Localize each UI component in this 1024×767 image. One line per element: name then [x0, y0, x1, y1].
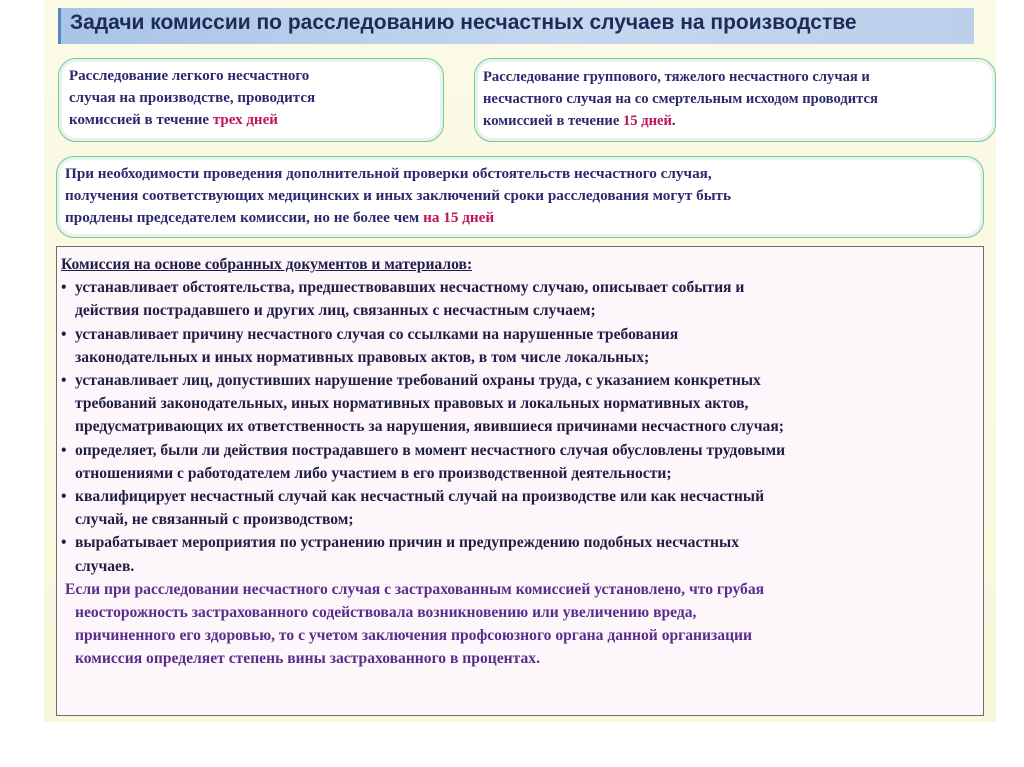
- list-item-text: устанавливает лиц, допустивших нарушение требований охраны труда, с указанием конкретных: [75, 372, 761, 390]
- box-line: Расследование легкого несчастного: [69, 68, 310, 84]
- box-line: При необходимости проведения дополнительной проверки обстоятельств несчастного случая,: [65, 165, 712, 182]
- page-title: Задачи комиссии по расследованию несчастных случаев на производстве: [70, 11, 857, 34]
- highlight-term: трех дней: [212, 112, 278, 128]
- list-item-continuation: случаев.: [75, 557, 135, 575]
- box-line: случая на производстве, проводится: [69, 90, 316, 106]
- note-line: причиненного его здоровью, то с учетом заключения профсоюзного органа данной организации: [75, 627, 753, 645]
- list-item: [61, 276, 983, 299]
- box-line: [69, 109, 443, 131]
- highlight-term: 15 дней: [622, 113, 672, 129]
- list-item-text: квалифицирует несчастный случай как несчастный случай на производстве или как несчастный: [75, 488, 765, 506]
- bullet-icon: •: [61, 534, 67, 552]
- list-item-text: определяет, были ли действия пострадавшего в момент несчастного случая обусловлены трудовыми: [75, 441, 786, 459]
- list-item: [61, 323, 983, 346]
- list-item: [61, 531, 983, 554]
- bullet-icon: •: [61, 441, 67, 459]
- list-item: [61, 439, 983, 462]
- list-item-continuation: предусматривающих их ответственность за нарушения, явившиеся причинами несчастного случая;: [75, 418, 784, 436]
- box-line-text: продлены председателем комиссии, но не более чем: [65, 209, 424, 226]
- list-item-text: вырабатывает мероприятия по устранению причин и предупреждению подобных несчастных: [75, 534, 740, 552]
- list-item-continuation: требований законодательных, иных нормативных правовых и локальных нормативных актов,: [75, 395, 749, 413]
- commission-panel: [56, 246, 984, 716]
- box-line: [483, 110, 995, 132]
- list-item-continuation: отношениями с работодателем либо участием в его производственной деятельности;: [75, 464, 672, 482]
- list-item-continuation: случай, не связанный с производством;: [75, 511, 354, 529]
- note-line: Если при расследовании несчастного случая с застрахованным комиссией установлено, что грубая: [65, 580, 765, 598]
- extension-box: [56, 156, 984, 238]
- light-accident-box: [58, 58, 444, 142]
- commission-list: [61, 276, 983, 578]
- box-line: получения соответствующих медицинских и иных заключений сроки расследования могут быть: [65, 187, 732, 204]
- box-line-text: комиссией в течение: [483, 113, 623, 129]
- box-line-text: комиссией в течение: [69, 112, 213, 128]
- bullet-icon: •: [61, 488, 67, 506]
- box-line: Расследование группового, тяжелого несчастного случая и: [483, 69, 870, 85]
- list-item-continuation: действия пострадавшего и других лиц, связанных с несчастным случаем;: [75, 302, 596, 320]
- list-item-text: устанавливает обстоятельства, предшествовавших несчастному случаю, описывает события и: [75, 279, 745, 297]
- list-item: [61, 485, 983, 508]
- note-line: комиссия определяет степень вины застрахованного в процентах.: [75, 650, 540, 668]
- list-item-text: устанавливает причину несчастного случая со ссылками на нарушенные требования: [75, 325, 679, 343]
- box-line: [65, 207, 983, 229]
- bullet-icon: •: [61, 372, 67, 390]
- bullet-icon: •: [61, 279, 67, 297]
- list-item: [61, 369, 983, 392]
- note-line: неосторожность застрахованного содействовала возникновению или увеличению вреда,: [75, 604, 697, 622]
- box-line-suffix: .: [671, 113, 676, 129]
- severe-accident-box: [474, 58, 996, 142]
- box-line: несчастного случая на со смертельным исходом проводится: [483, 91, 878, 107]
- list-item-continuation: законодательных и иных нормативных правовых актов, в том числе локальных;: [75, 348, 650, 366]
- bullet-icon: •: [61, 325, 67, 343]
- commission-heading: Комиссия на основе собранных документов и материалов:: [61, 256, 473, 273]
- highlight-term: на 15 дней: [423, 209, 495, 226]
